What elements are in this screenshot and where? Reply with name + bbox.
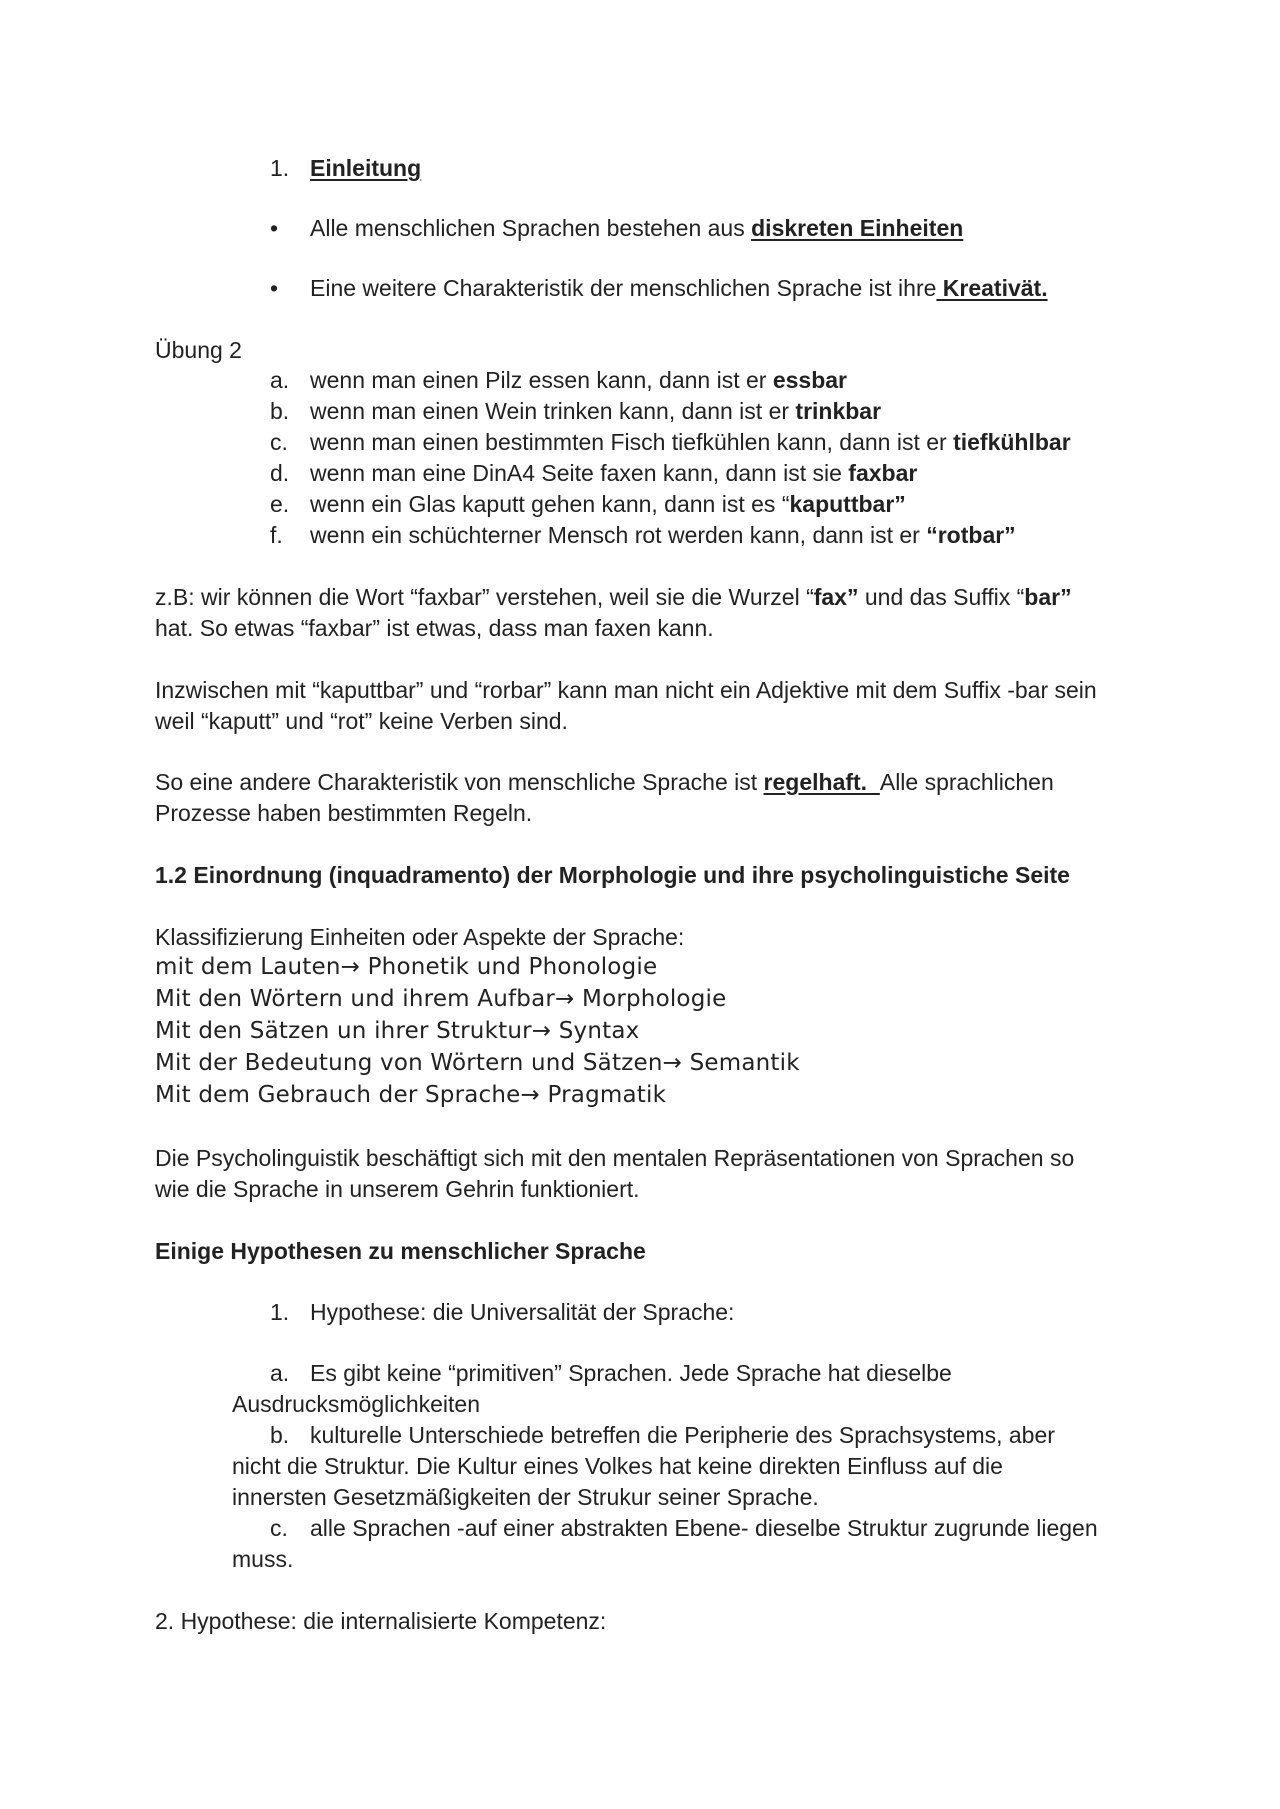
example-emphasis: bar” bbox=[1024, 584, 1072, 610]
uebung-item-d bbox=[310, 458, 917, 489]
intro-number: 1. bbox=[270, 155, 290, 181]
regelhaft-line-2: Prozesse haben bestimmten Regeln. bbox=[155, 800, 533, 826]
klassifizierung-line: mit dem Lauten→ Phonetik und Phonologie bbox=[155, 954, 658, 980]
bullet-marker: • bbox=[270, 275, 279, 301]
hypothese-b-marker: b. bbox=[270, 1422, 290, 1448]
example-emphasis: fax” bbox=[813, 584, 859, 610]
example-text: z.B: wir können die Wort “faxbar” verstehen, weil sie die Wurzel “ bbox=[155, 584, 814, 610]
hypothesen-heading: Einige Hypothesen zu menschlicher Sprache bbox=[155, 1238, 646, 1264]
hypothese-a-line-2: Ausdrucksmöglichkeiten bbox=[232, 1391, 481, 1417]
regelhaft-emphasis: regelhaft. bbox=[763, 769, 880, 795]
bullet-text: Eine weitere Charakteristik der menschlichen Sprache ist ihre bbox=[310, 275, 937, 301]
bullet-emphasis: diskreten Einheiten bbox=[751, 215, 964, 241]
item-emphasis: essbar bbox=[772, 367, 848, 393]
item-emphasis: “rotbar” bbox=[926, 522, 1016, 548]
section-1-2-heading: 1.2 Einordnung (inquadramento) der Morphologie und ihre psycholinguistiche Seite bbox=[155, 862, 1070, 888]
item-emphasis: tiefkühlbar bbox=[953, 429, 1071, 455]
example-line-1 bbox=[155, 582, 1072, 613]
item-text: wenn man einen Wein trinken kann, dann ist er bbox=[310, 398, 796, 424]
hypothese-a-marker: a. bbox=[270, 1360, 290, 1386]
list-marker: d. bbox=[270, 460, 290, 486]
hypothese-2-heading: 2. Hypothese: die internalisierte Kompetenz: bbox=[155, 1608, 607, 1634]
psycholinguistik-line-2: wie die Sprache in unserem Gehrin funktioniert. bbox=[155, 1176, 640, 1202]
uebung-item-f bbox=[310, 520, 1016, 551]
regelhaft-text: So eine andere Charakteristik von menschliche Sprache ist bbox=[155, 769, 764, 795]
uebung-item-a bbox=[310, 365, 847, 396]
hypothese-c-marker: c. bbox=[270, 1515, 288, 1541]
item-emphasis: trinkbar bbox=[795, 398, 882, 424]
intro-bullet-2 bbox=[310, 273, 1048, 304]
uebung-item-e bbox=[310, 489, 906, 520]
psycholinguistik-line-1: Die Psycholinguistik beschäftigt sich mit den mentalen Repräsentationen von Sprachen so bbox=[155, 1145, 1075, 1171]
item-text: wenn man einen bestimmten Fisch tiefkühlen kann, dann ist er bbox=[310, 429, 954, 455]
uebung-title: Übung 2 bbox=[155, 337, 242, 363]
intro-heading-row bbox=[270, 153, 289, 184]
list-marker: c. bbox=[270, 429, 288, 455]
bullet-text: Alle menschlichen Sprachen bestehen aus bbox=[310, 215, 752, 241]
hypothese-b-line-1: kulturelle Unterschiede betreffen die Peripherie des Sprachsystems, aber bbox=[310, 1422, 1055, 1448]
bullet-emphasis: Kreativät. bbox=[936, 275, 1048, 301]
hypothese-1-text: Hypothese: die Universalität der Sprache: bbox=[310, 1299, 735, 1325]
uebung-item-c bbox=[310, 427, 1071, 458]
hypothese-a-line-1: Es gibt keine “primitiven” Sprachen. Jede Sprache hat dieselbe bbox=[310, 1360, 952, 1386]
item-text: wenn man einen Pilz essen kann, dann ist er bbox=[310, 367, 773, 393]
klassifizierung-line: Mit der Bedeutung von Wörtern und Sätzen→ Semantik bbox=[155, 1050, 800, 1076]
regelhaft-line-1 bbox=[155, 767, 1054, 798]
item-emphasis: faxbar bbox=[848, 460, 918, 486]
hypothese-b-line-3: innersten Gesetzmäßigkeiten der Strukur seiner Sprache. bbox=[232, 1484, 819, 1510]
uebung-item-b bbox=[310, 396, 881, 427]
regelhaft-text: Alle sprachlichen bbox=[879, 769, 1054, 795]
hypothese-1-number: 1. bbox=[270, 1299, 290, 1325]
example-text: und das Suffix “ bbox=[858, 584, 1025, 610]
item-text: wenn ein Glas kaputt gehen kann, dann ist es “ bbox=[310, 491, 790, 517]
list-marker: b. bbox=[270, 398, 290, 424]
klassifizierung-line: Mit dem Gebrauch der Sprache→ Pragmatik bbox=[155, 1082, 667, 1108]
intro-heading: Einleitung bbox=[310, 155, 422, 181]
klassifizierung-intro: Klassifizierung Einheiten oder Aspekte der Sprache: bbox=[155, 924, 685, 950]
item-text: wenn man eine DinA4 Seite faxen kann, dann ist sie bbox=[310, 460, 849, 486]
bullet-marker: • bbox=[270, 215, 279, 241]
hypothese-b-line-2: nicht die Struktur. Die Kultur eines Volkes hat keine direkten Einfluss auf die bbox=[232, 1453, 1003, 1479]
list-marker: e. bbox=[270, 491, 290, 517]
klassifizierung-line: Mit den Wörtern und ihrem Aufbar→ Morphologie bbox=[155, 986, 727, 1012]
intro-bullet-1 bbox=[310, 213, 963, 244]
list-marker: a. bbox=[270, 367, 290, 393]
inzwischen-line-2: weil “kaputt” und “rot” keine Verben sind. bbox=[155, 708, 568, 734]
example-line-2: hat. So etwas “faxbar” ist etwas, dass man faxen kann. bbox=[155, 615, 714, 641]
list-marker: f. bbox=[270, 522, 283, 548]
hypothese-c-line-2: muss. bbox=[232, 1546, 294, 1572]
hypothese-c-line-1: alle Sprachen -auf einer abstrakten Ebene- dieselbe Struktur zugrunde liegen bbox=[310, 1515, 1098, 1541]
klassifizierung-line: Mit den Sätzen un ihrer Struktur→ Syntax bbox=[155, 1018, 640, 1044]
inzwischen-line-1: Inzwischen mit “kaputtbar” und “rorbar” kann man nicht ein Adjektive mit dem Suffix -bar sein bbox=[155, 677, 1097, 703]
item-text: wenn ein schüchterner Mensch rot werden kann, dann ist er bbox=[310, 522, 927, 548]
item-emphasis: kaputtbar” bbox=[789, 491, 906, 517]
